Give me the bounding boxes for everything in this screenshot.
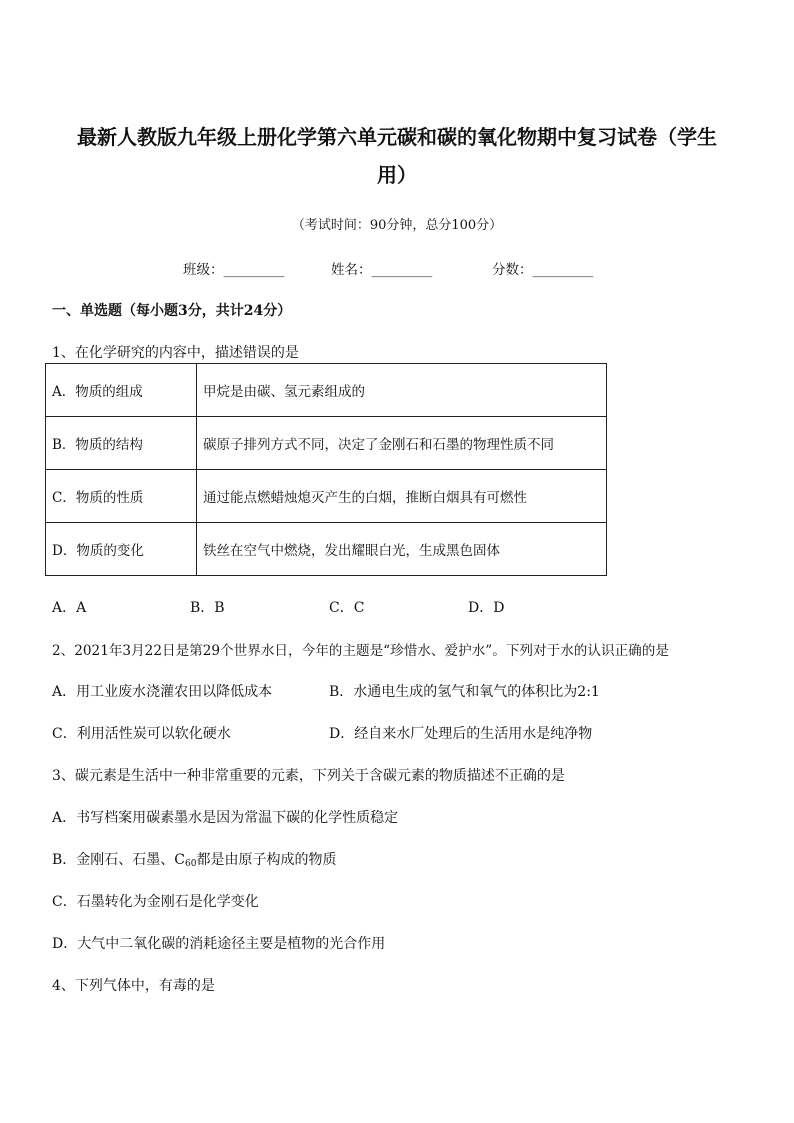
q1-option-d: D．D [468, 600, 505, 616]
table-cell: C．物质的性质 [46, 470, 197, 523]
q2-option-a: A．用工业废水浇灌农田以降低成本 [52, 684, 273, 700]
name-field: 姓名：_________ [331, 262, 433, 278]
q3-option-b [52, 849, 336, 869]
question-1-stem: 1、在化学研究的内容中，描述错误的是 [52, 345, 299, 361]
exam-title [40, 118, 754, 194]
table-row [46, 364, 607, 417]
table-cell: 甲烷是由碳、氢元素组成的 [197, 364, 607, 417]
table-cell: B．物质的结构 [46, 417, 197, 470]
subscript-60: 60 [185, 859, 197, 869]
q3-option-d: D．大气中二氧化碳的消耗途径主要是植物的光合作用 [52, 936, 386, 952]
exam-subtitle: （考试时间：90分钟，总分100分） [291, 218, 503, 233]
question-2-stem: 2、2021年3月22日是第29个世界水日，今年的主题是“珍惜水、爱护水”。下列对于水的认识正确的是 [52, 643, 669, 659]
class-field: 班级：_________ [183, 262, 285, 278]
table-row [46, 417, 607, 470]
q1-option-c: C．C [329, 600, 365, 616]
table-cell: 通过能点燃蜡烛熄灭产生的白烟，推断白烟具有可燃性 [197, 470, 607, 523]
score-field: 分数：_________ [492, 262, 594, 278]
question-3-stem: 3、碳元素是生活中一种非常重要的元素，下列关于含碳元素的物质描述不正确的是 [52, 768, 565, 784]
q2-option-d: D．经自来水厂处理后的生活用水是纯净物 [329, 726, 593, 742]
table-cell: A．物质的组成 [46, 364, 197, 417]
table-row [46, 523, 607, 576]
question-4-stem: 4、下列气体中，有毒的是 [52, 978, 215, 994]
table-cell: 碳原子排列方式不同，决定了金刚石和石墨的物理性质不同 [197, 417, 607, 470]
q3-option-b-suffix: 都是由原子构成的物质 [196, 852, 337, 868]
table-row [46, 470, 607, 523]
table-cell: D．物质的变化 [46, 523, 197, 576]
q3-option-a: A．书写档案用碳素墨水是因为常温下碳的化学性质稳定 [52, 810, 399, 826]
question-1-table [45, 363, 607, 576]
exam-title-line2: 用） [377, 163, 417, 187]
q1-option-a: A．A [52, 600, 87, 616]
q2-option-b: B．水通电生成的氢气和氧气的体积比为2:1 [329, 684, 600, 700]
q1-option-b: B．B [190, 600, 225, 616]
table-cell: 铁丝在空气中燃烧，发出耀眼白光，生成黑色固体 [197, 523, 607, 576]
q3-option-c: C．石墨转化为金刚石是化学变化 [52, 894, 259, 910]
section-heading: 一、单选题（每小题3分，共计24分） [52, 303, 292, 319]
q3-option-b-prefix: B．金刚石、石墨、C [52, 852, 185, 868]
q2-option-c: C．利用活性炭可以软化硬水 [52, 726, 231, 742]
exam-title-line1: 最新人教版九年级上册化学第六单元碳和碳的氧化物期中复习试卷（学生 [77, 125, 717, 149]
